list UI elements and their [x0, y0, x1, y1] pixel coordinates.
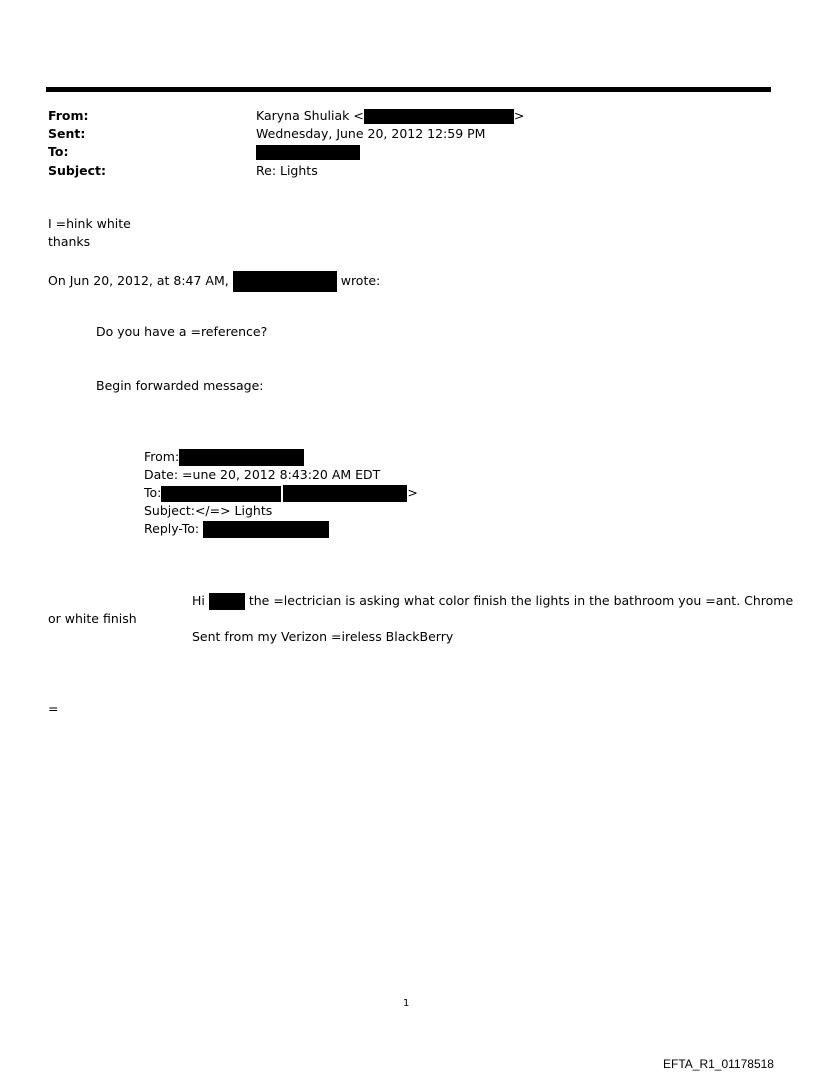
fwd-to [144, 485, 418, 502]
redaction-block [256, 145, 360, 160]
quoted-question: Do you have a =reference? [96, 324, 268, 339]
message-line-1 [192, 593, 793, 610]
redaction-block [209, 593, 245, 610]
message-text-1: the =lectrician is asking what color finish the lights in the bathroom you =ant. Chrome [248, 593, 794, 608]
trailing-equals: = [48, 701, 59, 716]
fwd-date: Date: =une 20, 2012 8:43:20 AM EDT [144, 467, 381, 482]
from-label: From: [48, 108, 89, 123]
from-value [256, 108, 524, 124]
fwd-to-label: To: [144, 485, 162, 500]
fwd-from-label: From: [144, 449, 180, 464]
fwd-to-close-bracket: > [407, 485, 418, 500]
from-open-bracket: < [353, 108, 364, 123]
sent-label: Sent: [48, 126, 86, 141]
to-value [256, 144, 360, 160]
message-signature: Sent from my Verizon =ireless BlackBerry [192, 629, 454, 644]
header-rule [46, 87, 771, 92]
quote-intro-end: wrote: [340, 273, 381, 288]
body-line-2: thanks [48, 234, 91, 249]
to-label: To: [48, 144, 69, 159]
quote-intro [48, 271, 380, 292]
redaction-block [283, 485, 407, 502]
redaction-block [233, 271, 337, 292]
quote-intro-start: On Jun 20, 2012, at 8:47 AM, [48, 273, 229, 288]
message-hi: Hi [192, 593, 205, 608]
redaction-block [203, 521, 329, 538]
from-close-bracket: > [513, 108, 525, 123]
document-id: EFTA_R1_01178518 [663, 1057, 774, 1071]
message-line-2: or white finish [48, 611, 137, 626]
page-number: 1 [403, 998, 410, 1009]
forward-label: Begin forwarded message: [96, 378, 264, 393]
body-line-1: I =hink white [48, 216, 131, 231]
sent-value: Wednesday, June 20, 2012 12:59 PM [256, 126, 486, 141]
redaction-block [161, 486, 281, 502]
subject-value: Re: Lights [256, 163, 318, 178]
fwd-subject: Subject:</=> Lights [144, 503, 273, 518]
fwd-from [144, 449, 304, 466]
fwd-reply-to [144, 521, 329, 538]
redaction-block [179, 449, 304, 466]
subject-label: Subject: [48, 163, 106, 178]
from-name: Karyna Shuliak [256, 108, 350, 123]
fwd-reply-to-label: Reply-To: [144, 521, 200, 536]
redaction-block [364, 109, 514, 124]
